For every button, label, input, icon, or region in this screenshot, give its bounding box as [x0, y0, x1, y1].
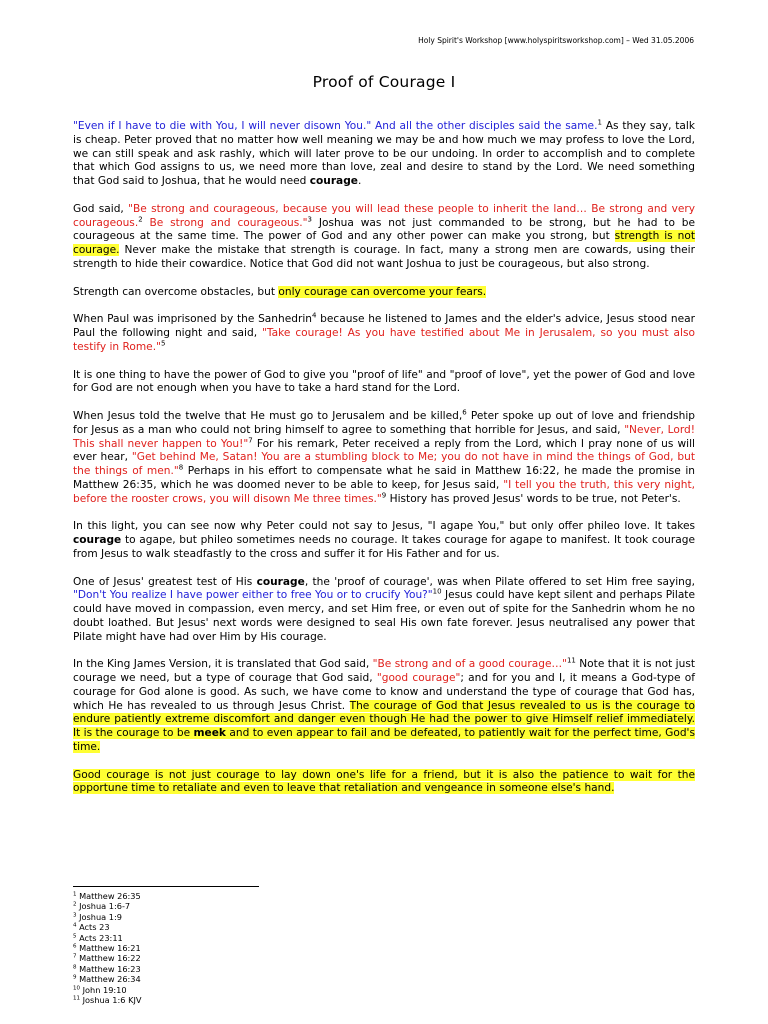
text: In this light, you can see now why Peter could not say to Jesus, "I agape You," but only offer phileo love. It takes	[73, 520, 695, 533]
text: to agape, but phileo sometimes needs no courage. It takes courage for agape to manifest. It took courage from Jesus to walk steadfastly to the cross and suffer it for His Father and for us.	[73, 534, 695, 560]
quote-red: "Be strong and of a good courage…"	[372, 658, 567, 671]
bold-text: courage	[309, 175, 358, 187]
footnote	[73, 933, 141, 943]
text: Perhaps in his effort to compensate what he said in Matthew 16:22, he made the promise in Matthew 26:35, which he was doomed never to be able to keep, for Jesus said,	[73, 465, 695, 491]
footnote-number: 6	[73, 943, 77, 950]
paragraph-5	[73, 369, 695, 397]
footnote-text: Joshua 1:6-7	[76, 901, 131, 912]
text: As they say, talk is cheap. Peter proved that no matter how well meaning we may be and how much we may profess to love the Lord, we can still speak and ask rashly, which will later prove to be our undoing. In order to accomplish and to complete that which God assigns to us, we need more than love, zeal and desire to stand by the Lord. We need something that God said to Joshua, that he would need	[73, 120, 695, 187]
footnote-ref[interactable]: 11	[566, 656, 576, 665]
footnote	[73, 891, 141, 901]
footnote-number: 2	[73, 901, 77, 908]
text: Never make the mistake that strength is courage. In fact, many a strong men are cowards, using their strength to hide their cowardice. Notice that God did not want Joshua to just be courageous, but also strong.	[73, 244, 695, 270]
text: One of Jesus' greatest test of His	[73, 575, 257, 588]
text: When Jesus told the twelve that He must go to Jerusalem and be killed,	[73, 410, 463, 422]
footnote-ref[interactable]: 1	[597, 118, 602, 127]
footnote	[73, 964, 141, 974]
text: because he listened to James and the elder's advice, Jesus stood near Paul the following night and said,	[73, 313, 696, 339]
text: .	[357, 175, 362, 187]
footnote-ref[interactable]: 3	[307, 214, 312, 223]
paragraph-2	[73, 203, 695, 272]
footnote-ref[interactable]: 2	[138, 214, 143, 223]
footnote	[73, 953, 141, 963]
footnote-number: 3	[73, 912, 77, 919]
page-header: Holy Spirit's Workshop [www.holyspiritsworkshop.com] – Wed 31.05.2006	[418, 36, 694, 45]
footnote	[73, 995, 141, 1005]
highlighted-text: The courage of God that Jesus revealed to us is the courage to endure patiently extreme discomfort and danger even though He had the power to give Himself relief immediately. It is the courage to be	[73, 699, 696, 739]
footnote-ref[interactable]: 4	[311, 311, 317, 320]
highlighted-bold-text: meek	[193, 727, 226, 739]
highlighted-text: strength is not courage.	[73, 230, 695, 256]
footnote-text: Matthew 16:22	[76, 953, 141, 964]
footnote-number: 8	[73, 964, 77, 971]
text: History has proved Jesus' words to be true, not Peter's.	[386, 492, 681, 505]
text: When Paul was imprisoned by the Sanhedrin	[73, 313, 312, 326]
footnote	[73, 974, 141, 984]
quote-red: "Get behind Me, Satan! You are a stumbling block to Me; you do not have in mind the things of God, but the things of men."	[73, 451, 695, 477]
quote-red: "I tell you the truth, this very night, before the rooster crows, you will disown Me three times."	[73, 478, 696, 505]
paragraph-7	[73, 520, 695, 561]
footnote-text: Acts 23	[76, 922, 110, 933]
paragraph-6	[73, 410, 695, 506]
footnote-ref[interactable]: 8	[178, 463, 184, 472]
text: , the 'proof of courage', was when Pilate offered to set Him free saying,	[304, 575, 695, 588]
footnote-number: 9	[73, 974, 77, 981]
paragraph-3	[73, 286, 695, 300]
highlighted-text: only courage can overcome your fears.	[278, 285, 487, 298]
bold-text: courage	[256, 575, 305, 588]
footnote-text: Joshua 1:9	[76, 911, 122, 922]
quote-red: "Never, Lord! This shall never happen to You!"	[73, 423, 695, 450]
footnote-ref[interactable]: 6	[462, 408, 467, 417]
text: Joshua was not just commanded to be strong, but he had to be courageous at the same time. The power of God and any other power can make you strong, but	[73, 216, 696, 243]
footnote-number: 5	[73, 932, 77, 939]
footnote-text: Joshua 1:6 KJV	[80, 995, 142, 1006]
footnote-number: 7	[73, 953, 77, 960]
paragraph-9	[73, 658, 695, 754]
text: Strength can overcome obstacles, but	[73, 285, 279, 298]
footnote	[73, 922, 141, 932]
footnote-text: Acts 23:11	[76, 932, 123, 943]
paragraph-8	[73, 576, 695, 645]
text: Note that it is not just courage we need, but a type of courage that God said,	[73, 658, 695, 684]
quote-blue: "Even if I have to die with You, I will never disown You." And all the other disciples said the same.	[73, 120, 598, 132]
page-title: Proof of Courage I	[312, 73, 456, 91]
text: It is one thing to have the power of God to give you "proof of life" and "proof of love", yet the power of God and love for God are not enough when you have to take a hard stand for the Lord.	[73, 368, 695, 395]
footnote-ref[interactable]: 7	[248, 435, 253, 444]
footnote-text: John 19:10	[80, 984, 127, 995]
article-body	[73, 120, 695, 810]
footnote	[73, 912, 141, 922]
footnotes	[73, 891, 141, 1005]
text: ; and for you and I, it means a God-type of courage for God alone is good. As such, we have come to know and understand the type of courage that God has, which He has revealed to us through Jesus Christ.	[73, 672, 695, 712]
footnote-text: Matthew 16:21	[76, 943, 141, 954]
footnote	[73, 901, 141, 911]
footnote-ref[interactable]: 5	[160, 339, 166, 348]
footnote-number: 10	[73, 984, 80, 991]
footnote-divider	[73, 886, 259, 887]
footnote-text: Matthew 26:35	[76, 891, 141, 901]
footnote-number: 1	[73, 891, 77, 898]
quote-red: Be strong and courageous."	[142, 216, 308, 229]
footnote-ref[interactable]: 10	[432, 587, 442, 596]
paragraph-1	[73, 120, 695, 189]
footnote-number: 11	[73, 995, 80, 1002]
text: For his remark, Peter received a reply from the Lord, which I pray none of us will ever hear,	[73, 437, 695, 464]
quote-red: "Be strong and courageous, because you will lead these people to inherit the land… Be strong and very courageous.	[73, 202, 695, 229]
footnote-text: Matthew 26:34	[76, 974, 141, 985]
text: Peter spoke up out of love and friendship for Jesus as a man who could not bring himself to agree to something that horrible for Jesus, and said,	[73, 410, 695, 436]
highlighted-text: and to even appear to fail and be defeated, to patiently wait for the perfect time, God's time.	[73, 727, 695, 753]
footnote	[73, 943, 141, 953]
text: Jesus could have kept silent and perhaps Pilate could have moved in compassion, even mercy, and set Him free, or even out of spite for the Sanhedrin whom he no doubt loathed. But Jesus' next words were designed to seal His own fate forever. Jesus neutralised any power that Pilate might have had over Him by His courage.	[73, 589, 695, 643]
footnote-number: 4	[73, 922, 77, 929]
quote-red: "good courage"	[376, 672, 461, 684]
paragraph-10	[73, 769, 695, 797]
highlighted-text: Good courage is not just courage to lay down one's life for a friend, but it is also the patience to wait for the opportune time to retaliate and even to leave that retaliation and vengeance in someone else's hand.	[73, 768, 695, 795]
quote-red: "Take courage! As you have testified about Me in Jerusalem, so you must also testify in Rome."	[73, 327, 695, 353]
text: In the King James Version, it is translated that God said,	[73, 658, 373, 671]
bold-text: courage	[73, 534, 122, 546]
footnote-text: Matthew 16:23	[76, 963, 141, 974]
footnote-ref[interactable]: 9	[381, 490, 387, 499]
text: God said,	[73, 202, 129, 215]
footnote	[73, 985, 141, 995]
quote-blue: "Don't You realize I have power either to free You or to crucify You?"	[73, 589, 433, 602]
paragraph-4	[73, 313, 695, 354]
